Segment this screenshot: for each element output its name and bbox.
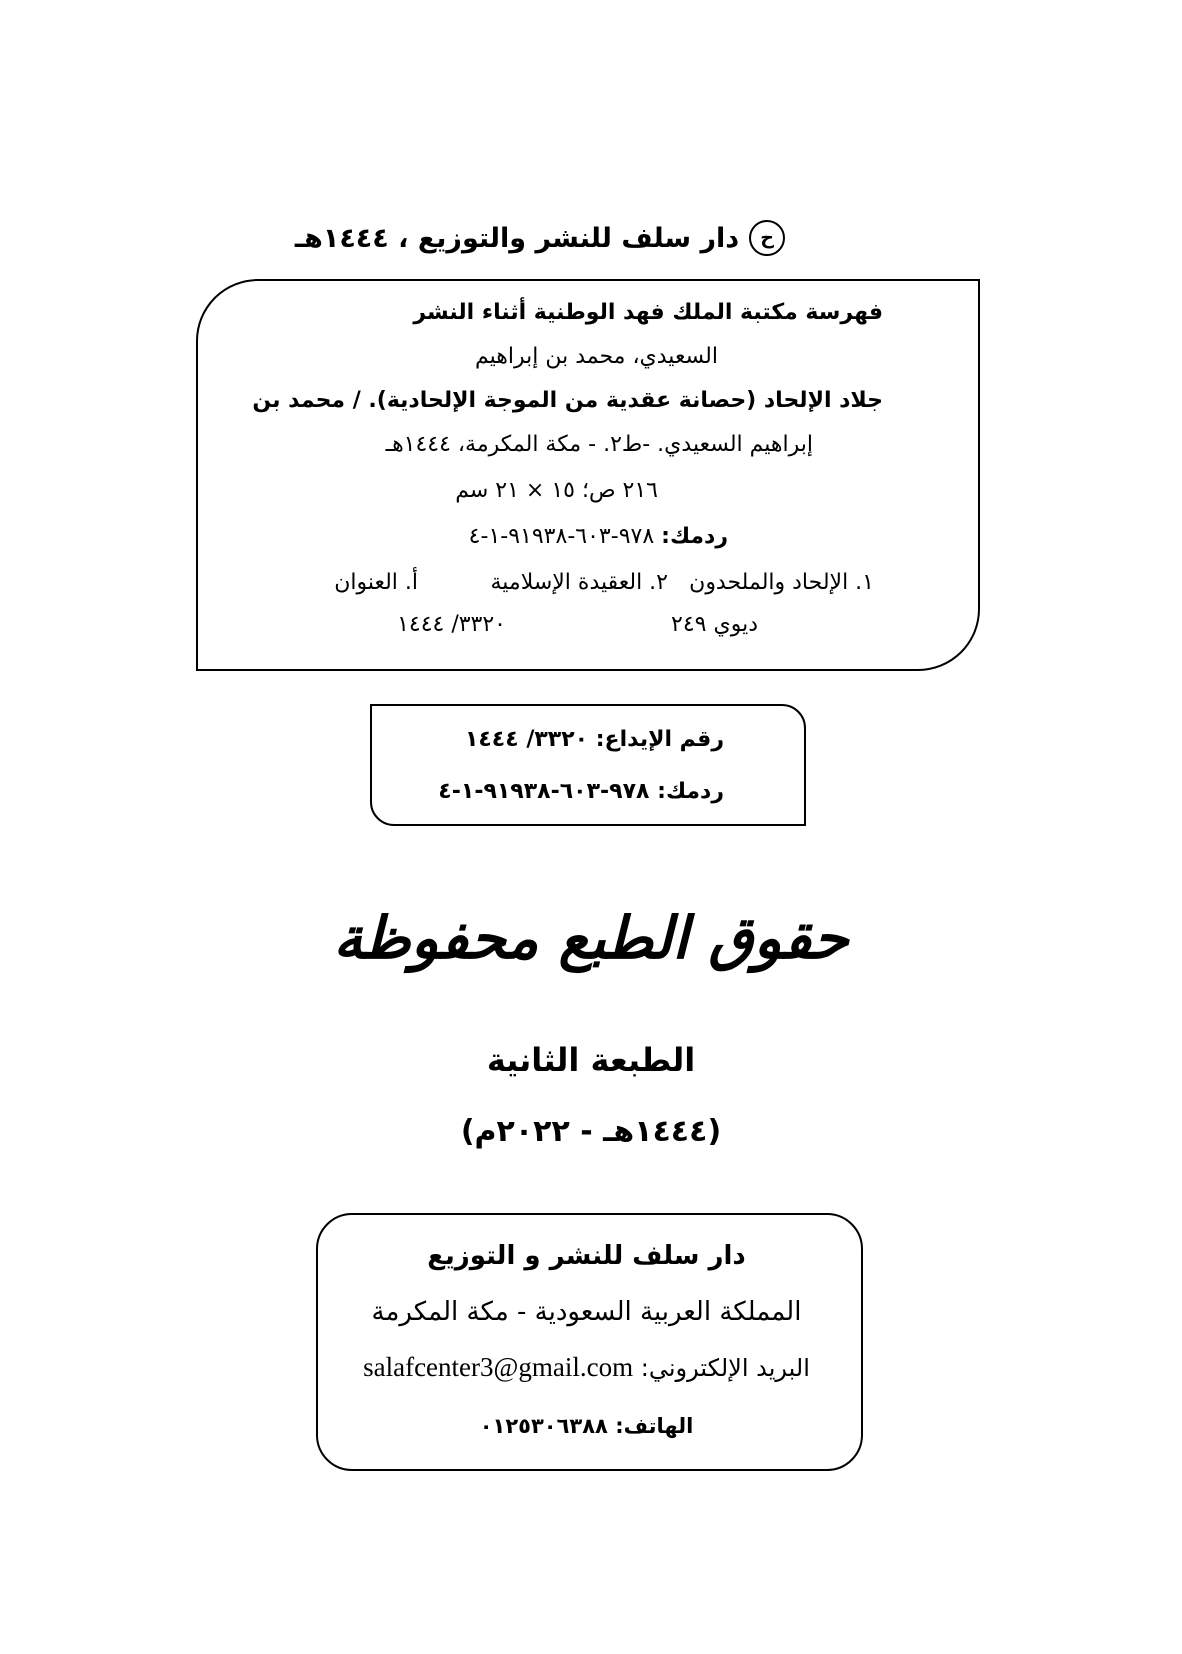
rights-reserved-title: حقوق الطبع محفوظة [333, 904, 849, 972]
catalog-heading: فهرسة مكتبة الملك فهد الوطنية أثناء النشر [413, 300, 883, 325]
catalog-author: السعيدي، محمد بن إبراهيم [474, 344, 718, 369]
copyright-line [260, 210, 820, 266]
publisher-phone: ٠١٢٥٣٠٦٣٨٨ [479, 1414, 608, 1438]
catalog-pages: ٢١٦ ص؛ ١٥ × ٢١ سم [455, 478, 658, 503]
edition-title: الطبعة الثانية [486, 1041, 696, 1079]
deposit-isbn-label: ردمك: [657, 779, 724, 804]
catalog-isbn [469, 523, 728, 551]
catalog-subject-1: ١. الإلحاد والملحدون [689, 570, 874, 595]
catalog-isbn-label: ردمك: [661, 524, 728, 549]
edition-date: (١٤٤٤هـ - ٢٠٢٢م) [460, 1114, 722, 1149]
copyright-text: دار سلف للنشر والتوزيع ، ١٤٤٤هـ [294, 222, 740, 254]
catalog-subject-3: أ. العنوان [334, 570, 418, 595]
catalog-dewey-value: ٣٣٢٠/ ١٤٤٤ [397, 612, 506, 637]
deposit-number-value: ٣٣٢٠/ ١٤٤٤ [464, 727, 589, 752]
catalog-subject-2: ٢. العقيدة الإسلامية [490, 570, 668, 595]
publisher-email-label: البريد الإلكتروني: [640, 1354, 810, 1382]
copyright-symbol: ح [749, 220, 785, 256]
publisher-email-row [338, 1350, 835, 1385]
deposit-number [465, 726, 724, 754]
deposit-number-label: رقم الإيداع: [595, 727, 724, 752]
catalog-title-line2: إبراهيم السعيدي. -ط٢. - مكة المكرمة، ١٤٤٤هـ [385, 432, 813, 457]
publisher-country: المملكة العربية السعودية - مكة المكرمة [371, 1297, 802, 1327]
publisher-box [316, 1213, 863, 1471]
deposit-isbn [438, 778, 724, 806]
publisher-email: salafcenter3@gmail.com [363, 1352, 634, 1382]
publisher-phone-row [338, 1411, 835, 1441]
catalog-box [196, 279, 980, 671]
catalog-title-line1: جلاد الإلحاد (حصانة عقدية من الموجة الإلحادية). / محمد بن [252, 388, 883, 413]
catalog-isbn-value: ٩٧٨-٦٠٣-٩١٩٣٨-١-٤ [468, 524, 655, 549]
deposit-isbn-value: ٩٧٨-٦٠٣-٩١٩٣٨-١-٤ [438, 779, 650, 804]
deposit-box [370, 704, 806, 826]
publisher-phone-label: الهاتف: [615, 1414, 694, 1438]
publisher-name: دار سلف للنشر و التوزيع [427, 1241, 746, 1271]
catalog-dewey-label: ديوي ٢٤٩ [671, 612, 758, 637]
